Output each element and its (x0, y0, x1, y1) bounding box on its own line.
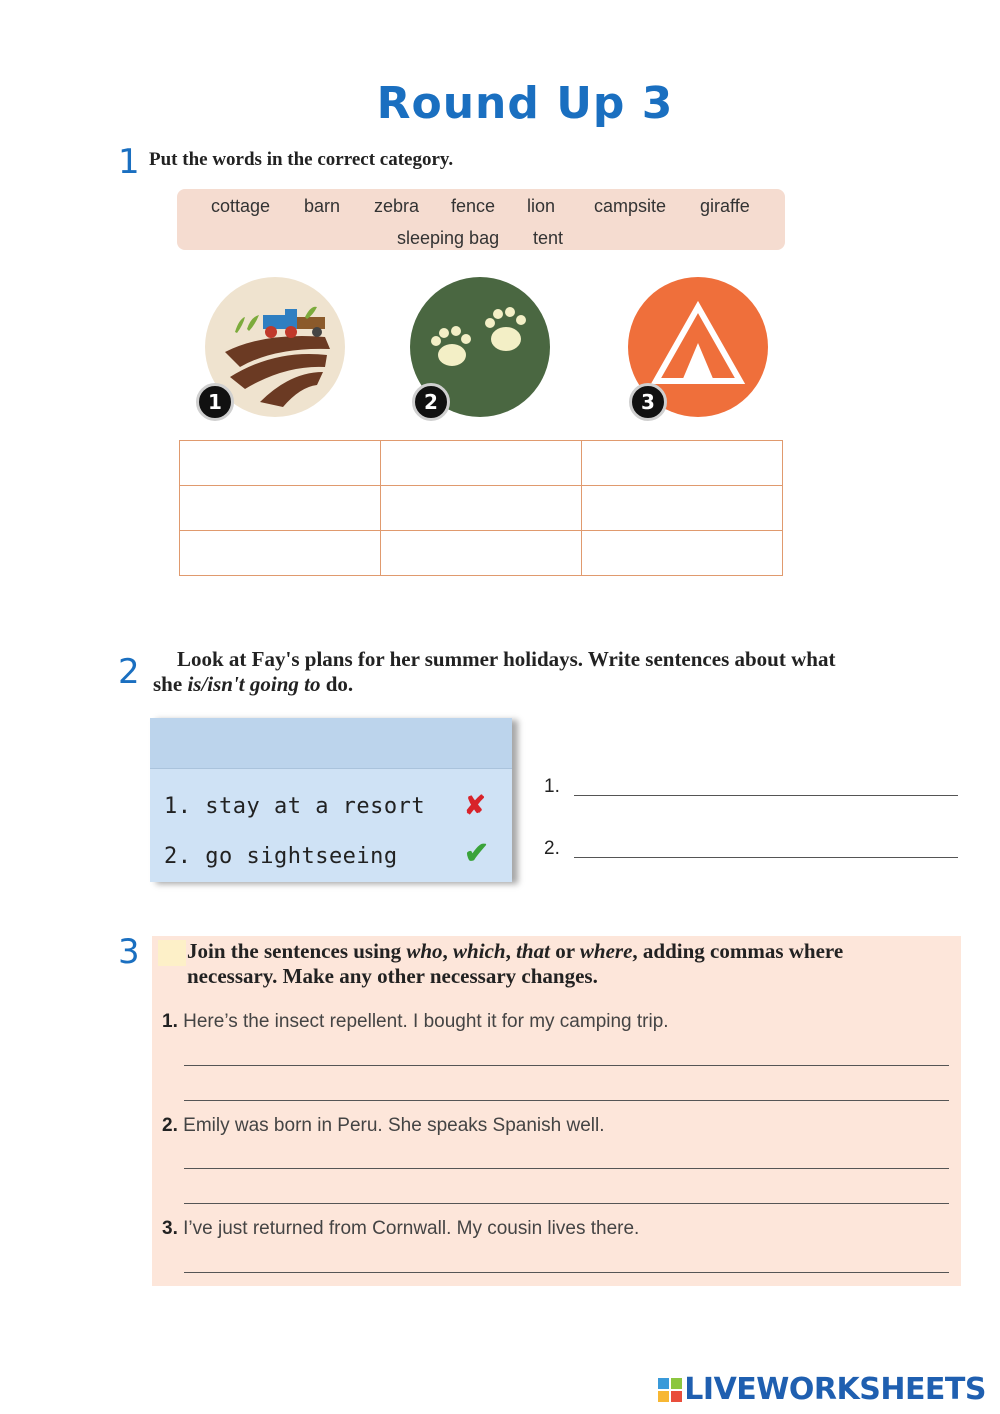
answer-cell[interactable] (582, 486, 783, 531)
writing-line[interactable] (184, 1272, 949, 1273)
plan-item: 2. go sightseeing (164, 844, 398, 869)
exercise-2-instruction-line1: Look at Fay's plans for her summer holidays. Write sentences about what (177, 647, 836, 671)
question-item: 1. Here’s the insect repellent. I bought it for my camping trip. (162, 1011, 669, 1032)
table-row (180, 531, 783, 576)
exercise-2-instruction-line2: she is/isn't going to do. (153, 672, 354, 696)
writing-line[interactable] (184, 1100, 949, 1101)
table-row (180, 486, 783, 531)
word-item[interactable]: lion (527, 196, 556, 216)
category-badge: 2 (412, 383, 450, 421)
word-item[interactable]: tent (533, 228, 564, 248)
logo-text: LIVEWORKSHEETS (684, 1372, 986, 1407)
answer-line[interactable] (574, 857, 958, 858)
answer-cell[interactable] (381, 531, 582, 576)
answer-number: 2. (544, 838, 560, 859)
answer-line[interactable] (574, 795, 958, 796)
writing-line[interactable] (184, 1168, 949, 1169)
answer-cell[interactable] (180, 531, 381, 576)
page-title: Round Up 3 (376, 78, 674, 129)
table-row (180, 441, 783, 486)
category-badge: 3 (629, 383, 667, 421)
answer-cell[interactable] (582, 441, 783, 486)
highlight-mark (158, 940, 186, 966)
note-header (150, 718, 512, 769)
answer-cell[interactable] (582, 531, 783, 576)
logo-badge-icon (658, 1378, 682, 1402)
exercise-3-instruction: Join the sentences using who, which, that or where, adding commas where necessary. Make any other necessary changes. (187, 939, 844, 988)
category-badge: 1 (196, 383, 234, 421)
category-table (179, 440, 783, 576)
liveworksheets-logo (658, 1372, 986, 1407)
answer-cell[interactable] (180, 441, 381, 486)
exercise-3-number: 3 (118, 932, 140, 972)
word-item[interactable]: giraffe (700, 196, 750, 216)
question-item: 2. Emily was born in Peru. She speaks Spanish well. (162, 1115, 605, 1136)
plans-note (150, 718, 512, 882)
word-item[interactable]: barn (304, 196, 341, 216)
word-item[interactable]: zebra (374, 196, 420, 216)
cross-icon: ✘ (464, 790, 486, 820)
plan-item: 1. stay at a resort (164, 794, 426, 819)
word-item[interactable]: sleeping bag (397, 228, 500, 248)
word-item[interactable]: fence (451, 196, 496, 216)
check-icon: ✔ (464, 837, 490, 870)
writing-line[interactable] (184, 1203, 949, 1204)
answer-cell[interactable] (381, 441, 582, 486)
exercise-1-number: 1 (118, 142, 140, 182)
exercise-1-instruction: Put the words in the correct category. (149, 149, 454, 170)
exercise-2-number: 2 (118, 652, 140, 692)
answer-number: 1. (544, 776, 560, 797)
answer-cell[interactable] (180, 486, 381, 531)
word-item[interactable]: cottage (211, 196, 271, 216)
writing-line[interactable] (184, 1065, 949, 1066)
answer-cell[interactable] (381, 486, 582, 531)
word-item[interactable]: campsite (594, 196, 667, 216)
question-item: 3. I’ve just returned from Cornwall. My cousin lives there. (162, 1218, 640, 1239)
